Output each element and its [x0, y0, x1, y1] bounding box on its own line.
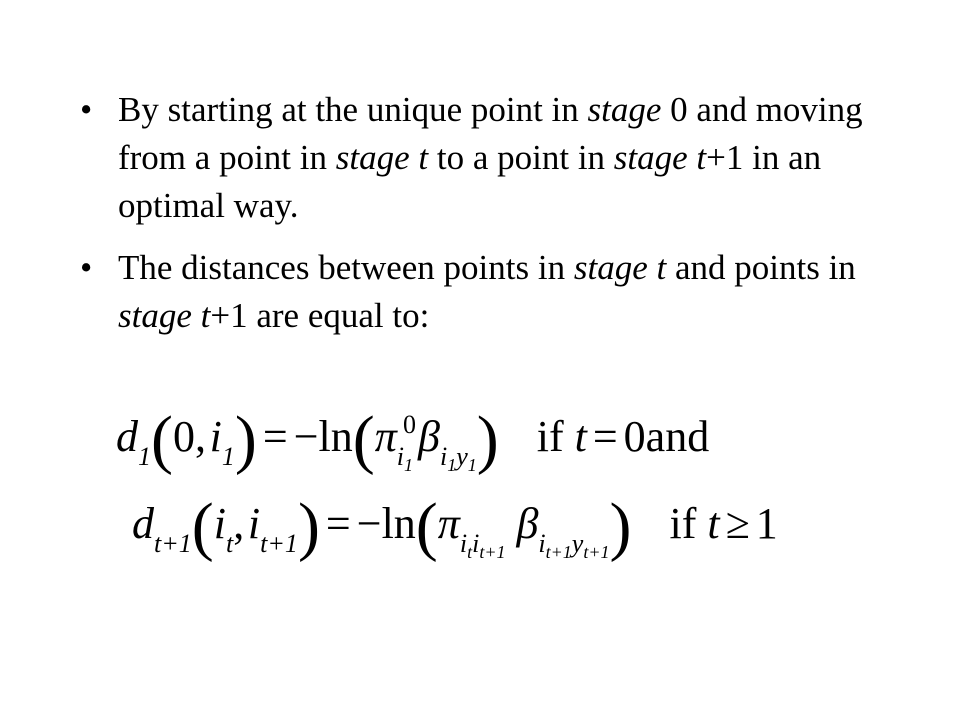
bullet-italic-text: stage t	[335, 138, 429, 177]
open-paren-icon: (	[415, 490, 438, 563]
symbol-pi: π	[437, 499, 460, 548]
symbol-pi: π	[374, 412, 397, 461]
subscript	[396, 442, 414, 475]
subscript-i: i	[396, 442, 405, 471]
subscript	[459, 529, 506, 562]
subsubscript: t+1	[583, 542, 610, 562]
condition-operator: ≥	[725, 499, 750, 548]
bullet-plain-text: 0 and moving from a point in	[118, 90, 863, 177]
equals-sign: =	[262, 412, 288, 461]
if-word: if	[669, 499, 697, 548]
open-paren-icon: (	[352, 403, 375, 476]
bullet-plain-text: The distances between points in	[118, 248, 574, 287]
subsubscript: t	[467, 542, 473, 562]
symbol-beta: β	[418, 412, 440, 461]
symbol-d: d	[132, 499, 154, 548]
open-paren-icon: (	[151, 403, 173, 476]
subscript	[538, 529, 610, 562]
subsubscript: 1	[467, 455, 477, 475]
symbol-zero: 0	[172, 412, 195, 461]
symbol-d: d	[116, 412, 138, 461]
symbol-i: i	[213, 499, 226, 548]
subscript-i: i	[439, 442, 448, 471]
subsubscript: 1	[404, 455, 414, 475]
condition-value: 1	[755, 499, 778, 548]
condition-value: 0	[623, 412, 646, 461]
subscript	[439, 442, 477, 475]
bullet-italic-text: stage t	[613, 138, 707, 177]
bullet-text	[118, 90, 863, 225]
bullet-plain-text: +1 are equal to:	[210, 296, 430, 335]
bullet-item	[80, 244, 880, 340]
condition-variable: t	[574, 412, 587, 461]
bullet-plain-text: By starting at the unique point in	[118, 90, 588, 129]
formula-distance-stage-0: $d_1(0$, $i_1) = -\ln(\pi_{i_1}^0\beta_{i_1y_1})$ if t = 0and	[116, 403, 710, 476]
open-paren-icon: (	[191, 490, 214, 563]
subscript-i: i	[472, 529, 480, 558]
bullet-list	[80, 86, 880, 354]
bullet-italic-text: stage	[587, 90, 662, 129]
subscript: t+1	[154, 529, 192, 558]
bullet-italic-text: stage t	[118, 296, 211, 335]
bullet-icon: •	[80, 90, 93, 129]
bullet-item	[80, 86, 880, 230]
symbol-i: i	[209, 412, 222, 461]
formula-distance-stage-t: $d_{t+1}(i_t$, $i_{t+1}) = -\ln(\pi_{i_ti_{t+1}}$ $\beta_{i_{t+1}y_{t+1}}$) if t ≥ 1	[132, 490, 778, 563]
superscript: 0	[403, 410, 417, 439]
subscript-y: y	[571, 529, 584, 558]
bullet-italic-text: stage t	[573, 248, 667, 287]
subscript-i: i	[459, 529, 468, 558]
symbol-i: i	[247, 499, 261, 548]
condition-variable: t	[707, 499, 720, 548]
subscript-y: y	[456, 442, 468, 471]
subsubscript: t+1	[545, 542, 572, 562]
close-paren-icon: )	[609, 490, 632, 563]
close-paren-icon: )	[476, 403, 499, 476]
close-paren-icon: )	[234, 403, 257, 476]
if-word: if	[536, 412, 564, 461]
bullet-plain-text: to a point in	[428, 138, 614, 177]
bullet-icon: •	[80, 248, 93, 287]
and-word: and	[645, 412, 710, 461]
symbol-beta: β	[516, 499, 539, 548]
subsubscript: 1	[447, 455, 457, 475]
minus-ln: −ln	[356, 499, 416, 548]
minus-ln: −ln	[293, 412, 353, 461]
subscript: t	[226, 529, 234, 558]
subscript-i: i	[538, 529, 546, 558]
subscript: 1	[221, 442, 235, 471]
subscript: 1	[138, 442, 151, 471]
bullet-plain-text: +1 in an optimal way.	[118, 138, 822, 225]
subsubscript: t+1	[479, 542, 506, 562]
condition-operator: =	[592, 412, 618, 461]
close-paren-icon: )	[297, 490, 320, 563]
equals-sign: =	[325, 499, 351, 548]
bullet-plain-text: and points in	[666, 248, 856, 287]
subscript: t+1	[260, 529, 298, 558]
bullet-text	[118, 248, 856, 335]
